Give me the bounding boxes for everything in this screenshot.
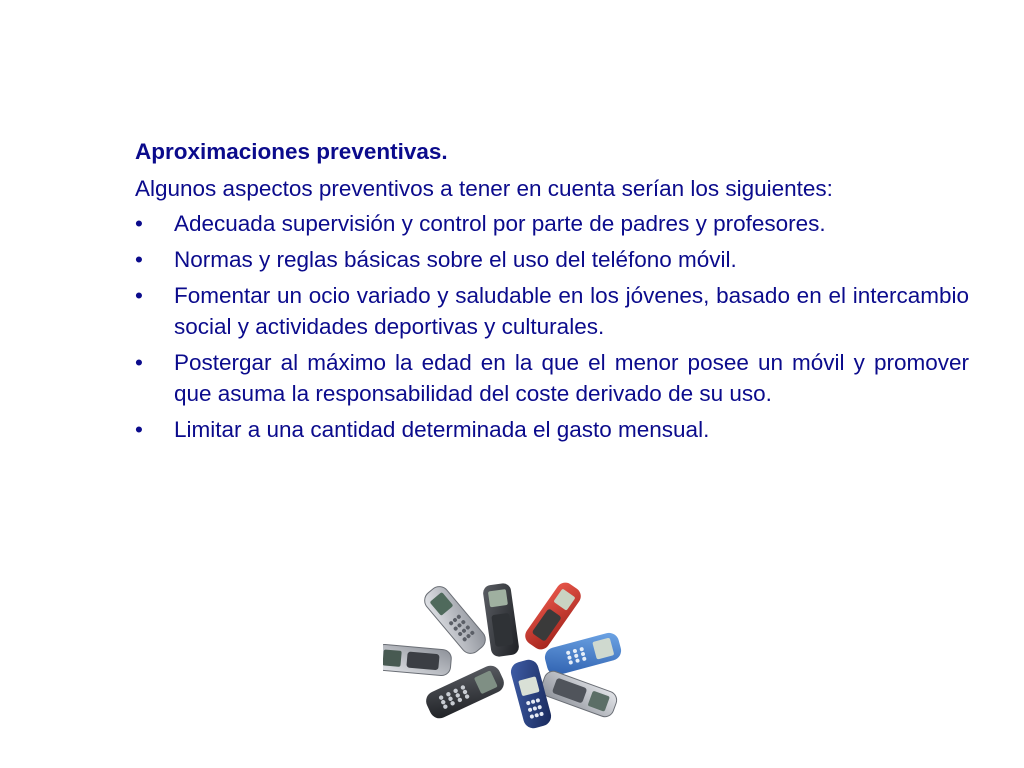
bullet-text: Fomentar un ocio variado y saludable en los jóvenes, basado en el intercambio social y actividades deportivas y culturales. <box>174 283 969 339</box>
slide-intro: Algunos aspectos preventivos a tener en cuenta serían los siguientes: <box>135 176 833 201</box>
bullet-text: Adecuada supervisión y control por parte de padres y profesores. <box>174 211 826 236</box>
bullet-list <box>135 208 969 445</box>
bullet-item <box>135 414 969 445</box>
bullet-text: Postergar al máximo la edad en la que el menor posee un móvil y promover que asuma la responsabilidad del coste derivado de su uso. <box>174 350 969 406</box>
bullet-dot: • <box>135 417 143 442</box>
mobile-phones-image <box>383 582 638 732</box>
bullet-item <box>135 347 969 409</box>
mobile-phones-icon <box>383 582 638 732</box>
bullet-text: Limitar a una cantidad determinada el gasto mensual. <box>174 417 710 442</box>
bullet-dot: • <box>135 211 143 236</box>
bullet-dot: • <box>135 350 143 375</box>
slide-content <box>135 136 969 450</box>
bullet-item <box>135 244 969 275</box>
bullet-dot: • <box>135 283 143 308</box>
slide-heading: Aproximaciones preventivas. <box>135 139 448 164</box>
bullet-text: Normas y reglas básicas sobre el uso del teléfono móvil. <box>174 247 737 272</box>
bullet-item <box>135 208 969 239</box>
bullet-item <box>135 280 969 342</box>
bullet-dot: • <box>135 247 143 272</box>
